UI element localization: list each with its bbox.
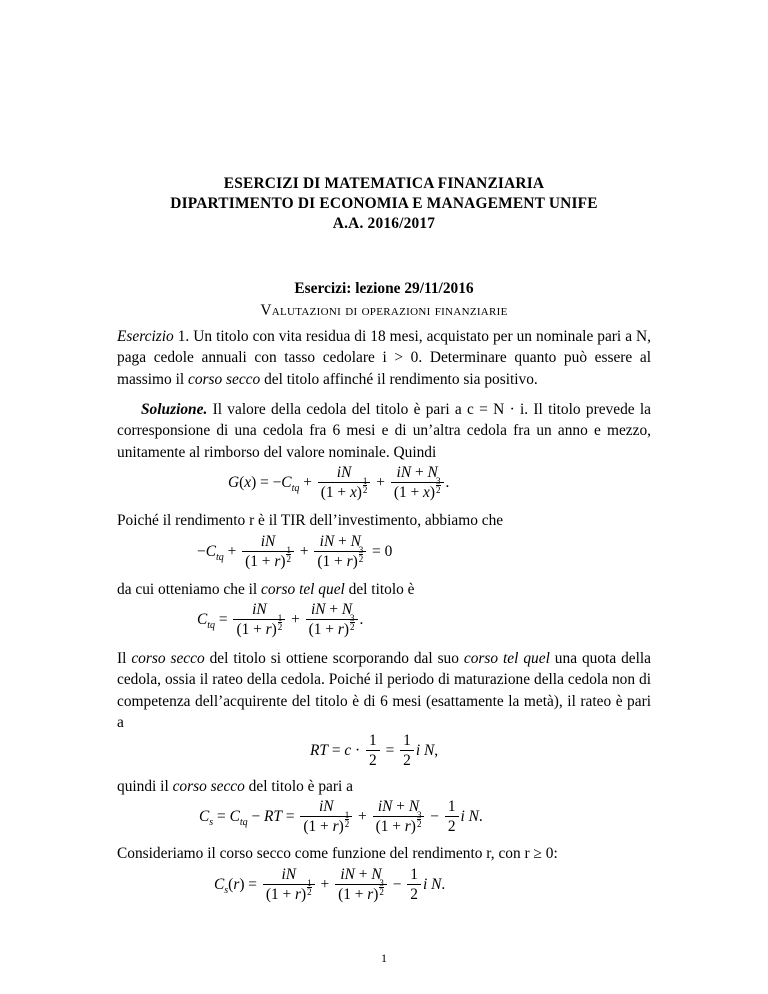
solution-p3: da cui otteniamo che il corso tel quel del titolo è [117,581,415,598]
equation-tir: $-C_{tq}$ + iN (1 + r) $\frac{1}{2}$ + iN + N (1 + r) $\frac{3}{2}$ = 0 [197,533,393,570]
header-line-3: A.A. 2016/2017 [332,215,436,232]
equation-g: $G(x) = -C_{tq}$ + iN (1 + x) $\frac{1}{2}$ + iN + N (1 + x) $\frac{3}{2}$ . [228,464,450,501]
solution-paragraph-1 [117,399,651,463]
solution-p5: quindi il corso secco del titolo è pari a [117,778,353,795]
equation-rt: RT = c · $\frac{1}{2}$ = $\frac{1}{2}$ i N, [310,732,439,769]
exercise-text-a: Un titolo con vita residua di 18 mesi, acquistato per un nominale pari a N, paga cedole annuali con tasso cedolare i > 0. Determinare quanto può essere al massimo il [117,328,651,388]
exercise-paragraph [117,326,651,390]
header-line-1: ESERCIZI DI MATEMATICA FINANZIARIA [223,175,545,192]
equation-ctq: $C_{tq}$ = iN (1 + r) $\frac{1}{2}$ + iN + N (1 + r) $\frac{3}{2}$ . [197,601,364,638]
equation-cs: $C_s = C_{tq}$ − RT = iN (1 + r) $\frac{1}{2}$ + iN + N (1 + r) $\frac{3}{2}$ − $\frac{1}{2}$ i N. [199,798,483,835]
exercise-text-b: del titolo affinché il rendimento sia positivo. [260,370,538,388]
equation-cs-r: $C_s(r)$ = iN (1 + r) $\frac{1}{2}$ + iN + N (1 + r) $\frac{3}{2}$ − $\frac{1}{2}$ i N. [214,866,446,903]
page-number: 1 [381,951,387,965]
solution-label: Soluzione. [141,401,208,418]
solution-p1: Il valore della cedola del titolo è pari a c = N · i. Il titolo prevede la corresponsione di una cedola fra 6 mesi e di un’altra cedola fra un anno e mezzo, unitamente al rimborso del valore nominale. Quindi [117,401,651,461]
header-line-2: DIPARTIMENTO DI ECONOMIA E MANAGEMENT UNIFE [170,195,598,212]
exercise-em-corso-secco: corso secco [187,370,261,388]
solution-p2: Poiché il rendimento r è il TIR dell’investimento, abbiamo che [117,512,504,529]
solution-paragraph-4: Il corso secco del titolo si ottiene scorporando dal suo corso tel quel una quota della cedola, ossia il rateo della cedola. Poiché il periodo di maturazione della cedola non di competenza dell’acquirente del titolo è di 6 mesi (esattamente la metà), il rateo è pari a [117,650,652,732]
section-heading: Valutazioni di operazioni finanziarie [260,302,508,319]
lesson-heading: Esercizi: lezione 29/11/2016 [294,280,474,297]
solution-p6: Consideriamo il corso secco come funzione del rendimento r, con r ≥ 0: [117,845,558,862]
exercise-label: Esercizio [117,328,174,345]
exercise-number: 1. [177,328,190,345]
